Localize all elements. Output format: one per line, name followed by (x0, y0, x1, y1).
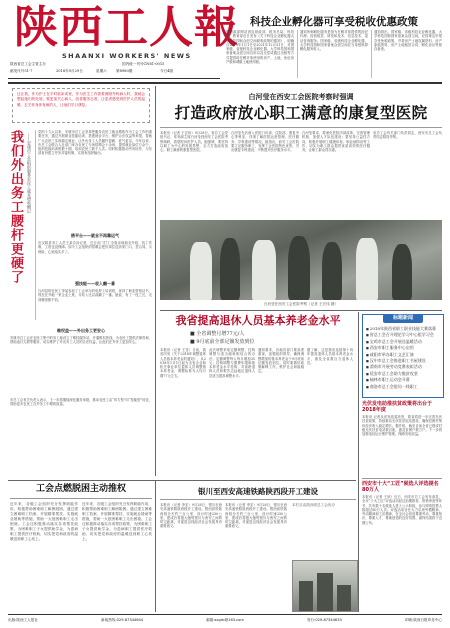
top-right-col2: 通知所称孵化服务是指为在孵对象提供的经纪代理、经营租赁、研发和技术、信息技术、鉴证咨询服务。国家级、省级科技企业孵化器、大学科技园和国家备案众创空间应当单独核算孵化服务收入。 (300, 30, 368, 52)
masthead-code: 邮发代号51-7 (10, 69, 33, 73)
footer-distribution: 发行:029-87344633 (306, 618, 342, 622)
pension-col3: 通知要求，各地各部门要高度重视，加强组织领导，确保调整增加的基本养老金于9月底前足额发放到位。同时要做好政策解释工作，维护社会和谐稳定。 (258, 348, 304, 374)
headline-index-list (366, 326, 441, 390)
left-story-section2: 强技能——收入翻一番 (75, 281, 115, 286)
masthead-date: 2018年9月29日 (56, 69, 83, 73)
masthead-subtitle: SHAANXI WORKERS' NEWS (62, 52, 192, 60)
headline-index-item: ■ 汉中市总工会推进职工书屋建设 (366, 358, 441, 364)
footer-publisher: 出版:陕西工人报社 (8, 618, 38, 622)
top-right-col1: 据财政部网站消息财政部、税务总局、科技部、教育部近日发布《关于科技企业孵化器大学科技园和众创空间税收政策的通知》，明确自2019年1月1日至2021年12月31日，对国家级、省级科技企业孵化器、大学科技园和国家备案众创空间自用以及无偿或通过出租等方式提供给在孵对象使用的房产、土地，免征房产税和城镇土地使用税。 (226, 30, 294, 65)
footer-email: 邮箱:sxgrb@163.com (206, 618, 244, 622)
headline-index-item: ■ 2018年陕西省职工职业技能大赛落幕 (366, 326, 441, 332)
pension-col4: 据了解，这是我省连续第十四年提高退休人员基本养老金水平，惠及全省数百万退休人员。 (307, 348, 353, 365)
center-col1: 本报讯（记者 王宏伟）9月28日，省总工会党组书记、常务副主席白河莹到西安工会医院考察调研，看望慰问医护人员。她强调，要坚持以职工为中心的发展思想，全力打造政府放心、职工满意的康复型医院。 (160, 131, 228, 153)
headline-index-item: ■ 西安市职工服务中心启用 (366, 345, 441, 351)
center-headline: 打造政府放心职工满意的康复型医院 (174, 104, 428, 122)
bottom-center-col1: 本报讯（记者 李宏）9月28日，银川至西安高速铁路陕西段开工建设。银西高铁陕西段全长约三百公里，设计时速250公里，建成后将极大缩短银川与西安之间的时空距离，对促进沿线经济社会发展具有重要意义。 (160, 503, 222, 529)
left-story-body4: 安康市总工会在农民工集中的务工地设立了维权服务站，开通维权热线，为农民工提供法律咨询、帮助追讨欠薪等服务，切实维护了外出务工人员的合法权益，让他们在外务工更加安心。 (10, 336, 152, 345)
bottom-center-headline: 银川至西安高速铁路陕西段开工建设 (198, 487, 318, 496)
left-story-body: 党的十九大以来，安康市总工会坚持把服务农民工就业增收作为工会工作的重要任务，通过开展职业技能培训、搭建就业平台、维护合法权益等举措，帮助广大农民工实现稳定就业，让外出务工人员腰杆更硬、底气更足。今年以来，市总工会联合人社部门举办农民工专场招聘会十余场，提供就业岗位万余个，组织技能培训班数十期，培训农民工数千人次。同时积极推动劳务协作，与东部省份建立劳务对接机制，实现有组织输出。 (38, 130, 152, 156)
headline-index-item: ■ 商洛市总工会慰问一线职工 (366, 384, 441, 390)
left-story-title: 我们外出务工腰杆更硬了 (8, 130, 23, 284)
headline-index-item: ■ 宝鸡市总工会开展送温暖活动 (366, 339, 441, 345)
left-story-section3: 维权益——外出务工更安心 (57, 328, 105, 333)
headline-index-box (362, 314, 444, 398)
pension-headline: 我省提高退休人员基本养老金水平 (175, 314, 341, 327)
top-right-col3: 通知指出，国家级、省级科技企业孵化器、大学科技园和国家备案众创空间，应按规定申报享受免税政策，并将房产土地权属资料、房产原值资料、房产土地租赁合同、孵化协议等留存备查。 (374, 30, 442, 52)
left-story-subtitle: ——安康市工会组织服务农民工就业增收侧记 (27, 133, 32, 213)
headline-index-item: ■ 延安市总工会助力脱贫攻坚 (366, 371, 441, 377)
headline-index-item: ■ 省总工会召开理论学习中心组学习会 (366, 332, 441, 338)
news-photo-hospital (160, 220, 442, 300)
center-kicker: 白河莹在西安工会医院考察时强调 (248, 93, 354, 101)
center-col3: 白河莹要求，要深化医院内部改革，完善管理机制，加强人才队伍建设；要坚持公益性方向，积极开展职工健康体检、职业病防治等工作，切实为职工群众提供优质高效的医疗服务，让职工群众得实惠。 (302, 131, 370, 153)
quote-box (12, 88, 150, 123)
masthead-pages: 今日4版 (160, 69, 174, 73)
bottom-center-col2 (225, 503, 287, 611)
pension-col2: 此次调整采取定额调整、挂钩调整与适当倾斜相结合的办法。定额调整每人每月增加35元；挂钩调整与缴费年限和基本养老金水平挂钩；对高龄退休人员和艰苦边远地区退休人员适当提高调整水平。 (209, 348, 255, 378)
quote-text: 这让我，作为护士在平时临床或者，作为医生工作需要照顾外科病人时，我就会想起她们的处境，要更加关心病人，改善服务态度，让患者感受到医护人员的温暖，去关怀身体有病的人，让他们早日康复。 (17, 92, 145, 107)
bottom-left-headline: 工会点燃脱困主动推权 (35, 484, 126, 494)
left-story-body5: 市总工会有关负责人表示，下一步将继续深化服务举措，推动农民工由“体力型”向“技能型”转变，帮助更多农民工在外务工中增收致富。 (10, 398, 152, 407)
pension-deck2: ■ 9月底前全部足额发放到位 (190, 339, 255, 345)
footer-printer: 印刷:陕西日报印务中心 (404, 618, 442, 622)
headline-index-title: 标题新闻 (383, 314, 423, 323)
masthead-issue: 第8980期 (116, 69, 133, 73)
left-story-body3: 白河县的农民工李某参加了工会举办的电焊工培训班，拿到了职业资格证书，现在在外地一家企业上班，月收入比以前翻了一番。她说，有了一技之长，走到哪里都不怕。 (38, 289, 152, 302)
right-bottom-body: 本报讯（记者 王欣）近日，西安市总工会发布消息，全市“十大工匠”评选活动经过前期推荐、资格审查等环节，共有数十名候选人进入公示阶段，参与网络投票人数超过80万人次。评选活动旨在大力弘扬劳模精神、劳动精神和工匠精神，在全社会营造尊重劳动、尊重知识、尊重人才、尊重创造的良好氛围。最终结果将于近期公布。 (362, 495, 442, 525)
bottom-left-col1: 近年来，各级工会组织充分发挥职能作用，积极帮助困难职工解困脱困。通过建立困难职工档案、开展精准帮扶、实施就业援助等措施，帮助一大批困难职工走出困境。工会还积极推动落实各项帮扶政策，为困难职工子女提供助学金，为患病职工提供医疗救助，切实把党和政府的温暖送到职工心坎上。 (10, 502, 78, 541)
masthead-cn: 国内统一刊号CN61-0015 (122, 62, 165, 66)
masthead-weekday: 星期六 (96, 69, 107, 73)
footer-hotline: 新闻热线:029-87344644 (101, 618, 144, 622)
bottom-center-ad-text: 本栏目由陕西省总工会协办 (292, 503, 336, 507)
bottom-left-col2 (82, 502, 152, 610)
pension-deck1: ■ 全省调整月增77元/人 (190, 331, 245, 337)
right-mid-headline: 光伏发电助推扶贫政策将出台于2018年度 (362, 401, 433, 413)
bottom-left-col2-text: 近年来，各级工会组织充分发挥职能作用，积极帮助困难职工解困脱困。通过建立困难职工档案、开展精准帮扶、实施就业援助等措施，帮助一大批困难职工走出困境。工会还积极推动落实各项帮扶政策，为困难职工子女提供助学金，为患病职工提供医疗救助，切实把党和政府的温暖送到职工心坎上。 (82, 502, 152, 541)
right-mid-body: 本报讯 记者从省发改委获悉，我省将进一步完善光伏扶贫政策，持续推动光伏扶贫电站建设，确保贫困村集体经济收入稳定增长。据介绍，截至目前全省已建成村级光伏扶贫电站数百座，惠及贫困户数万户。下一步将加强电站运行维护管理，保障发电收益。 (362, 415, 442, 437)
pension-col1: 本报讯（记者 王雪）日前，我省印发《关于2018年调整退休人员基本养老金的通知》，从2018年1月1日起为全省企业和机关事业单位退休人员调整基本养老金，调整标准为人均月增77元左右。 (160, 348, 206, 378)
center-col2: 白河莹先后深入医院门诊部、住院部、康复中心等科室，详细了解医院运营管理、医疗服务、学科建设等情况。她指出，西安工会医院要立足服务职工，发挥工会医院特色优势，突出康复专科建设，不断提升医疗服务水平。 (231, 131, 299, 153)
photo-caption: 白河莹在西安工会医院考察（记者 王宏伟 摄） (263, 302, 339, 306)
bottom-center-ad-image (292, 560, 358, 612)
left-story-section1: 搭平台——就业不再靠运气 (71, 233, 119, 238)
masthead-title: 陕西工人報 (14, 2, 239, 53)
pension-deck2-text: 9月底前全部足额发放到位 (196, 339, 255, 345)
headline-index-item: ■ 榆林市职工运动会开幕 (366, 377, 441, 383)
headline-index-item: ■ 渭南市开展劳动竞赛表彰活动 (366, 364, 441, 370)
left-story-body2: 在汉阴县务工人员王某告诉记者，过去出门打工全靠亲戚朋友介绍，找工作难，工资也没保障。如今工会组织的招聘会把好岗位送到家门口，签合同、买保险，心里踏实多了。 (38, 241, 152, 254)
headline-index-item: ■ 咸阳市举办职工文艺汇演 (366, 352, 441, 358)
masthead-publisher: 陕西省总工会主管主办 (10, 62, 46, 66)
right-bottom-headline: 西安市十大“工匠”候选人评选提名80万人 (362, 481, 439, 493)
pension-deck1-text: 全省调整月增77元/人 (196, 331, 245, 337)
top-right-headline: 科技企业孵化器可享受税收优惠政策 (250, 16, 418, 28)
footer-bar (8, 616, 442, 625)
center-col4: 省总工会有关部门负责同志，西安市总工会负责同志陪同考察。 (373, 131, 442, 140)
bottom-center-col2-text: 本报讯（记者 李宏）9月28日，银川至西安高速铁路陕西段开工建设。银西高铁陕西段全长约三百公里，设计时速250公里，建成后将极大缩短银川与西安之间的时空距离，对促进沿线经济社会发展具有重要意义。 (225, 503, 287, 529)
